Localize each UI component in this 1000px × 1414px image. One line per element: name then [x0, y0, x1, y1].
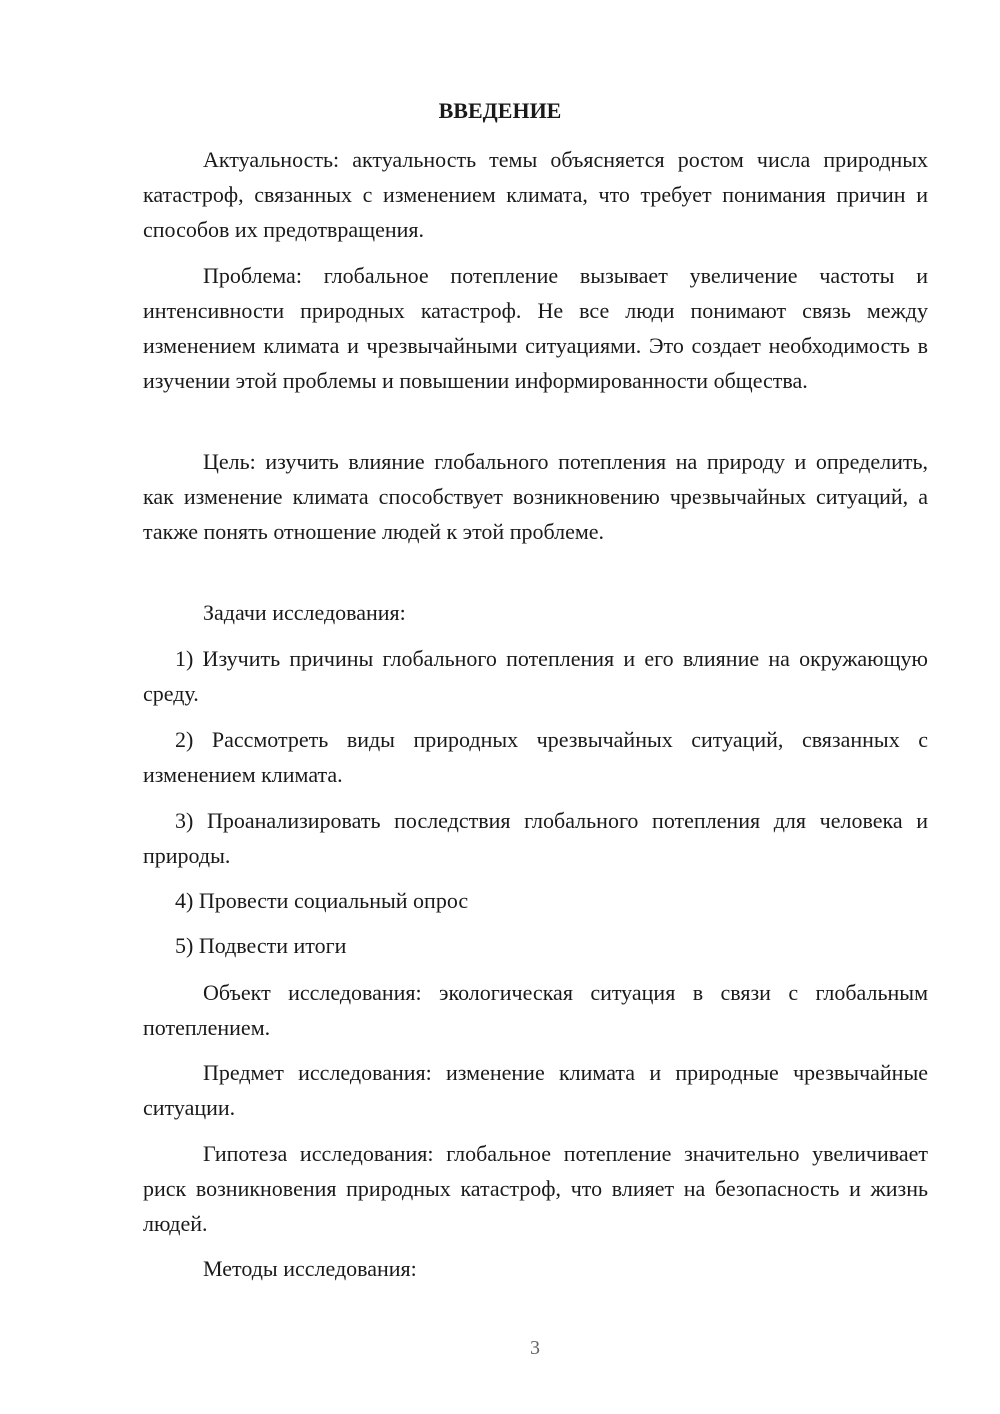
task-item-4: 4) Провести социальный опрос	[175, 888, 469, 913]
task-item-3: 3) Проанализировать последствия глобального потепления для человека и природы.	[143, 808, 928, 868]
section-title: ВВЕДЕНИЕ	[438, 98, 562, 123]
object-paragraph: Объект исследования: экологическая ситуация в связи с глобальным потеплением.	[143, 980, 928, 1040]
task-item-1: 1) Изучить причины глобального потепления и его влияние на окружающую среду.	[143, 646, 928, 706]
tasks-heading: Задачи исследования:	[203, 600, 406, 625]
page-number: 3	[530, 1337, 540, 1359]
goal-paragraph: Цель: изучить влияние глобального потепления на природу и определить, как изменение климата способствует возникновению чрезвычайных ситуаций, а также понять отношение людей к этой проблеме.	[143, 449, 928, 544]
task-item-5: 5) Подвести итоги	[175, 933, 347, 958]
hypothesis-paragraph: Гипотеза исследования: глобальное потепление значительно увеличивает риск возникновения природных катастроф, что влияет на безопасность и жизнь людей.	[143, 1141, 928, 1236]
problem-paragraph: Проблема: глобальное потепление вызывает увеличение частоты и интенсивности природных катастроф. Не все люди понимают связь между изменением климата и чрезвычайными ситуациями. Это создает необходимость в изучении этой проблемы и повышении информированности общества.	[143, 263, 928, 393]
subject-paragraph: Предмет исследования: изменение климата и природные чрезвычайные ситуации.	[143, 1060, 928, 1120]
task-item-2: 2) Рассмотреть виды природных чрезвычайных ситуаций, связанных с изменением климата.	[143, 727, 928, 787]
methods-heading: Методы исследования:	[203, 1256, 417, 1281]
relevance-paragraph: Актуальность: актуальность темы объясняется ростом числа природных катастроф, связанных с изменением климата, что требует понимания причин и способов их предотвращения.	[143, 147, 928, 242]
